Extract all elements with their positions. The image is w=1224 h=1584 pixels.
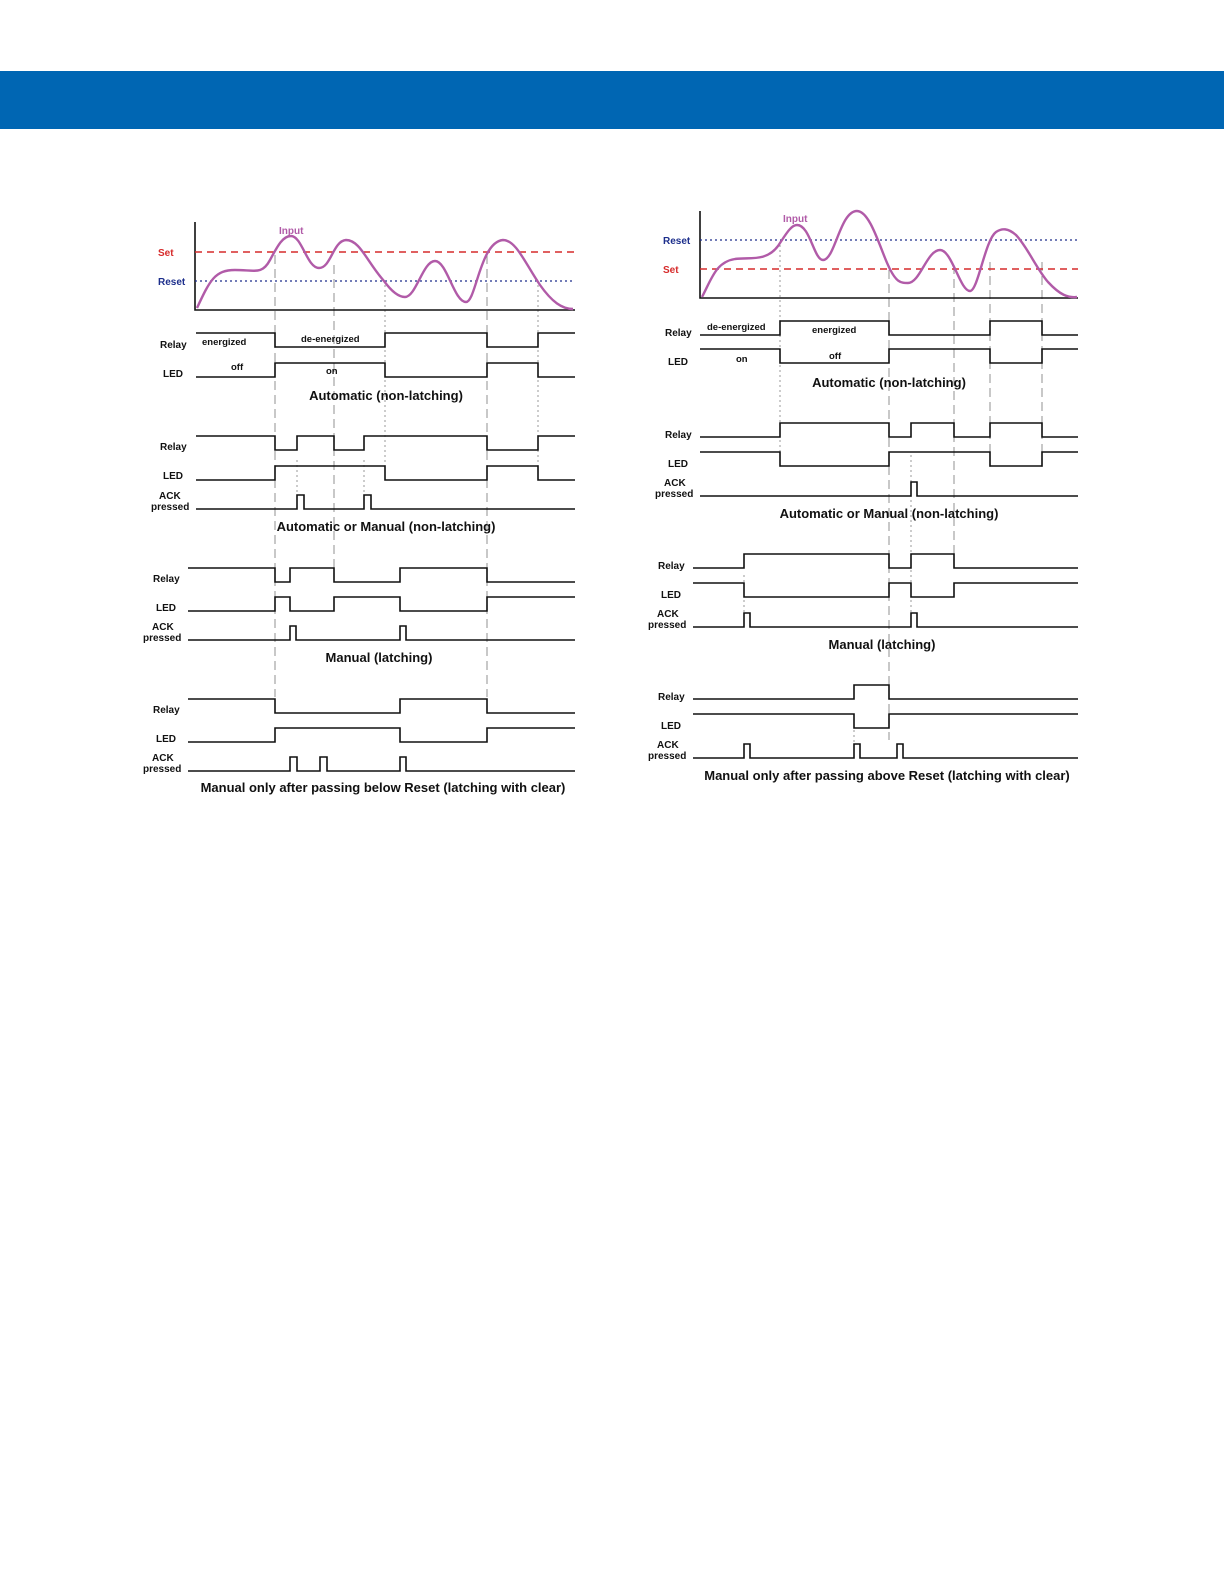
left-p1-relay-signal (196, 333, 575, 347)
left-p4-title: Manual only after passing below Reset (latching with clear) (200, 780, 566, 795)
right-p3-relay-label: Relay (658, 561, 685, 572)
left-p3-led-label: LED (156, 603, 176, 614)
left-p3-ack-label-1: ACK (152, 622, 174, 633)
left-p2-title: Automatic or Manual (non-latching) (276, 519, 496, 534)
left-p2-ack-label-1: ACK (159, 491, 181, 502)
left-p2-relay-signal (196, 436, 575, 450)
right-p1-on: on (736, 354, 748, 365)
right-p1-relay-label: Relay (665, 328, 692, 339)
left-p4-led-signal (188, 728, 575, 742)
left-reset-label: Reset (158, 277, 186, 288)
right-p4-relay-label: Relay (658, 692, 685, 703)
left-input-label: Input (279, 226, 304, 237)
left-p2-led-signal (196, 466, 575, 480)
left-p4-ack-label-2: pressed (143, 764, 182, 775)
right-p3-relay-signal (693, 554, 1078, 568)
left-p3-relay-label: Relay (153, 574, 180, 585)
right-p1-off: off (829, 351, 842, 362)
right-p3-ack-label-1: ACK (657, 609, 679, 620)
left-input-curve (197, 236, 573, 309)
right-p4-ack-label-2: pressed (648, 751, 687, 762)
right-p4-title: Manual only after passing above Reset (latching with clear) (704, 768, 1070, 783)
left-p1-energized: energized (202, 337, 247, 348)
left-set-label: Set (158, 248, 174, 259)
left-p3-relay-signal (188, 568, 575, 582)
left-p4-relay-label: Relay (153, 705, 180, 716)
right-p2-led-signal (700, 452, 1078, 466)
left-diagram (143, 222, 575, 795)
left-p2-ack-label-2: pressed (151, 502, 190, 513)
right-p1-title: Automatic (non-latching) (812, 375, 966, 390)
right-p3-led-label: LED (661, 590, 681, 601)
left-p1-led-label: LED (163, 369, 183, 380)
right-input-label: Input (783, 214, 808, 225)
right-p3-ack-label-2: pressed (648, 620, 687, 631)
left-p4-ack-label-1: ACK (152, 753, 174, 764)
left-p1-deenergized: de-energized (301, 334, 360, 345)
left-p3-ack-label-2: pressed (143, 633, 182, 644)
right-p2-title: Automatic or Manual (non-latching) (779, 506, 999, 521)
right-p1-energized: energized (812, 325, 857, 336)
left-p1-led-signal (196, 363, 575, 377)
right-p1-led-label: LED (668, 357, 688, 368)
right-p4-led-label: LED (661, 721, 681, 732)
right-p2-ack-label-1: ACK (664, 478, 686, 489)
left-p1-relay-label: Relay (160, 340, 187, 351)
right-p1-deenergized: de-energized (707, 322, 766, 333)
left-p4-led-label: LED (156, 734, 176, 745)
left-p3-ack-signal (188, 626, 575, 640)
left-p2-led-label: LED (163, 471, 183, 482)
right-p2-ack-label-2: pressed (655, 489, 694, 500)
right-p4-led-signal (693, 714, 1078, 728)
left-p1-on: on (326, 366, 338, 377)
left-p2-ack-signal (196, 495, 575, 509)
right-reset-label: Reset (663, 236, 691, 247)
left-p1-title: Automatic (non-latching) (309, 388, 463, 403)
right-p2-relay-signal (700, 423, 1078, 437)
right-p3-title: Manual (latching) (828, 637, 936, 652)
right-diagram (648, 211, 1078, 783)
right-p2-led-label: LED (668, 459, 688, 470)
left-p1-off: off (231, 362, 244, 373)
right-p4-relay-signal (693, 685, 1078, 699)
left-p4-ack-signal (188, 757, 575, 771)
right-set-label: Set (663, 265, 679, 276)
right-p1-led-signal (700, 349, 1078, 363)
left-p3-led-signal (188, 597, 575, 611)
left-p2-relay-label: Relay (160, 442, 187, 453)
right-p4-ack-label-1: ACK (657, 740, 679, 751)
right-p2-relay-label: Relay (665, 430, 692, 441)
right-p3-led-signal (693, 583, 1078, 597)
right-p4-ack-signal (693, 744, 1078, 758)
left-p3-title: Manual (latching) (325, 650, 433, 665)
right-p3-ack-signal (693, 613, 1078, 627)
left-p4-relay-signal (188, 699, 575, 713)
